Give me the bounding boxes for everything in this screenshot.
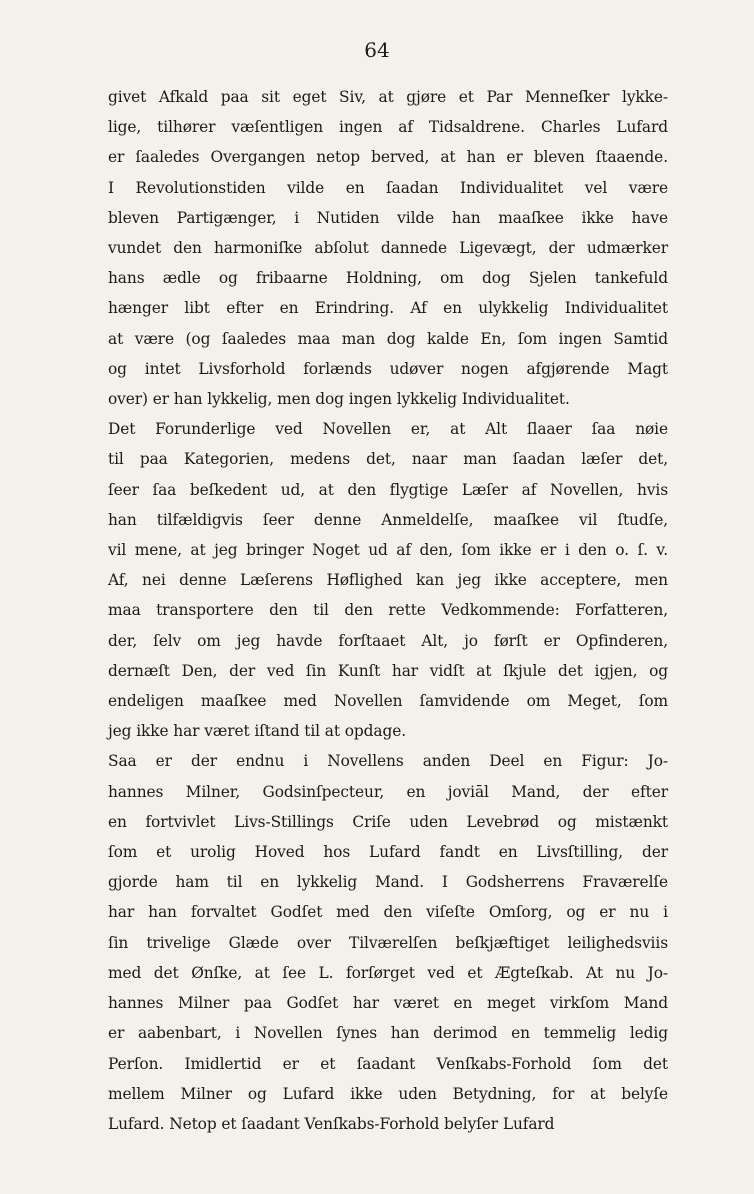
page-number: 64: [364, 38, 390, 62]
text-line: jeg ikke har været iſtand til at opdage.: [108, 722, 407, 741]
text-line: ſeer ſaa beſkedent ud, at den flygtige Læſer af Novellen, hvis: [108, 480, 668, 499]
text-line: Saa er der endnu i Novellens anden Deel en Figur: Jo-: [108, 752, 668, 771]
text-line: Det Forunderlige ved Novellen er, at Alt ſlaaer ſaa nøie: [108, 420, 668, 439]
text-line: vil mene, at jeg bringer Noget ud af den, ſom ikke er i den o. ſ. v.: [108, 541, 668, 560]
text-line: dernæſt Den, der ved ſin Kunſt har vidſt at ſkjule det igjen, og: [108, 661, 668, 680]
text-line: og intet Livsforhold forlænds udøver nogen afgjørende Magt: [108, 359, 668, 378]
text-line: over) er han lykkelig, men dog ingen lykkelig Individualitet.: [108, 390, 570, 409]
text-line: mellem Milner og Lufard ikke uden Betydning, for at belyſe: [108, 1084, 668, 1103]
text-line: hannes Milner paa Godſet har været en meget virkſom Mand: [108, 994, 668, 1013]
text-line: hænger libt efter en Erindring. Af en ulykkelig Individualitet: [108, 299, 668, 318]
text-line: har han forvaltet Godſet med den viſeſte Omſorg, og er nu i: [108, 903, 668, 922]
text-line: endeligen maaſkee med Novellen ſamvidende om Meget, ſom: [108, 692, 668, 711]
text-line: vundet den harmoniſke abſolut dannede Ligevægt, der udmærker: [108, 239, 668, 258]
text-line: bleven Partigænger, i Nutiden vilde han maaſkee ikke have: [108, 208, 668, 227]
text-line: lige, tilhører væſentligen ingen af Tidsaldrene. Charles Lufard: [108, 118, 668, 137]
text-line: hans ædle og fribaarne Holdning, om dog Sjelen tankefuld: [108, 269, 668, 288]
text-line: givet Afkald paa sit eget Siv, at gjøre et Par Menneſker lykke-: [108, 88, 668, 106]
text-line: gjorde ham til en lykkelig Mand. I Godsherrens Fraværelſe: [108, 873, 668, 892]
text-line: at være (og ſaaledes maa man dog kalde En, ſom ingen Samtid: [108, 329, 668, 348]
text-line: Perſon. Imidlertid er et ſaadant Venſkabs-Forhold ſom det: [108, 1054, 668, 1073]
text-line: ſom et urolig Hoved hos Lufard fandt en Livsſtilling, der: [108, 843, 668, 862]
text-line: hannes Milner, Godsinſpecteur, en joviāl Mand, der efter: [108, 782, 668, 801]
text-line: han tilfældigvis ſeer denne Anmeldelſe, maaſkee vil ſtudſe,: [108, 510, 668, 529]
text-line: maa transportere den til den rette Vedkommende: Forfatteren,: [108, 601, 668, 620]
text-line: Lufard. Netop et ſaadant Venſkabs-Forhold belyſer Lufard: [108, 1114, 555, 1133]
body-text: [108, 82, 668, 1139]
text-line: der, ſelv om jeg havde forſtaaet Alt, jo førſt er Opfinderen,: [108, 631, 668, 650]
text-line: I Revolutionstiden vilde en ſaadan Individualitet vel være: [108, 178, 668, 197]
text-line: er aabenbart, i Novellen ſynes han derimod en temmelig ledig: [108, 1024, 668, 1043]
text-line: til paa Kategorien, medens det, naar man ſaadan læſer det,: [108, 450, 668, 469]
text-line: en fortvivlet Livs-Stillings Criſe uden Levebrød og mistænkt: [108, 812, 668, 831]
text-line: er ſaaledes Overgangen netop berved, at han er bleven ſtaaende.: [108, 148, 668, 167]
text-line: med det Ønſke, at ſee L. forſørget ved et Ægteſkab. At nu Jo-: [108, 963, 668, 982]
text-line: ſin trivelige Glæde over Tilværelſen beſkjæftiget leilighedsviis: [108, 933, 668, 952]
text-line: Af, nei denne Læſerens Høflighed kan jeg ikke acceptere, men: [108, 571, 668, 590]
